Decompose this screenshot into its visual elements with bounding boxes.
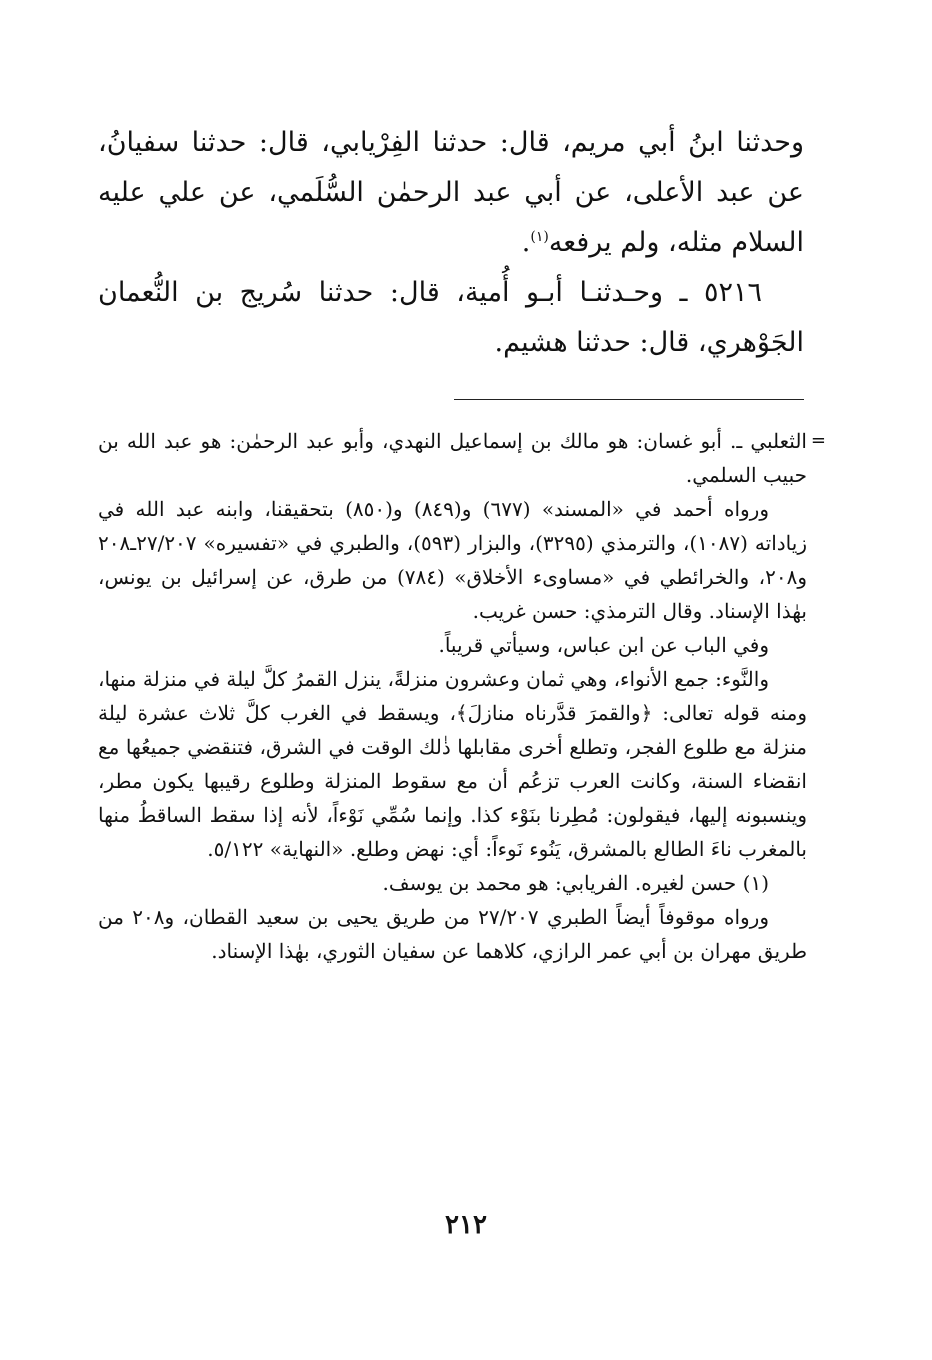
main-paragraph-2: ٥٢١٦ ـ وحـدثنـا أبـو أُمية، قال: حدثنا سُريج بن النُّعمان الجَوْهري، قال: حدثنا هشيم. — [98, 277, 804, 358]
footnote-continuation-mark: = — [810, 430, 826, 451]
footnote-paragraph: ورواه موقوفاً أيضاً الطبري ٢٧/٢٠٧ من طريق يحيى بن سعيد القطان، و٢٠٨ من طريق مهران بن أبي عمر الرازي، كلاهما عن سفيان الثوري، بهٰذا الإسناد. — [98, 905, 807, 963]
footnote-paragraph: والنَّوء: جمع الأنواء، وهي ثمان وعشرون منزلةً، ينزل القمرُ كلَّ ليلة في منزلة منها، ومنه قوله تعالى: ﴿والقمرَ قدَّرناه منازلَ﴾، ويسقط في الغرب كلَّ ثلاث عشرة ليلة منزلة مع طلوع الفجر، وتطلع أخرى مقابلها ذٰلك الوقت في الشرق، فتنقضي جميعُها مع انقضاء السنة، وكانت العرب تزعُم أن مع سقوط المنزلة وطلوع رقيبها يكون مطر، وينسبونه إليها، فيقولون: مُطِرنا بنَوْء كذا. وإنما سُمِّي نَوْءاً، لأنه إذا سقط الساقطُ منها بالمغرب ناءَ الطالع بالمشرق، يَنُوء نَوءاً: أي: نهض وطلع. «النهاية» ٥/١٢٢. — [98, 667, 807, 861]
footnotes — [98, 424, 807, 968]
page-number: ٢١٢ — [445, 1210, 487, 1240]
footnote-reference: (١) — [530, 229, 549, 245]
main-text — [98, 118, 804, 368]
main-paragraph-1 — [98, 118, 804, 268]
main-paragraph-1-trail: . — [521, 227, 531, 258]
footnote-paragraph: (١) حسن لغيره. الفريابي: هو محمد بن يوسف. — [382, 871, 769, 895]
footnote-paragraph: وفي الباب عن ابن عباس، وسيأتي قريباً. — [438, 633, 769, 657]
footnote-divider — [454, 399, 804, 400]
footnote-paragraph: ورواه أحمد في «المسند» (٦٧٧) و(٨٤٩) و(٨٥٠) بتحقيقنا، وابنه عبد الله في زياداته (١٠٨٧)، والترمذي (٣٢٩٥)، والبزار (٥٩٣)، والطبري في «تفسيره» ٢٧/٢٠٧ـ٢٠٨ و٢٠٨، والخرائطي في «مساوىء الأخلاق» (٧٨٤) من طرق، عن إسرائيل بن يونس، بهٰذا الإسناد. وقال الترمذي: حسن غريب. — [98, 497, 807, 623]
footnote-paragraph: الثعلبي ـ. أبو غسان: هو مالك بن إسماعيل النهدي، وأبو عبد الرحمٰن: هو عبد الله بن حبيب السلمي. — [98, 429, 807, 487]
main-paragraph-1-text: وحدثنا ابنُ أبي مريم، قال: حدثنا الفِرْيابي، قال: حدثنا سفيانُ، عن عبد الأعلى، عن أبي عبد الرحمٰن السُّلَمي، عن علي عليه السلام مثله، ولم يرفعه — [98, 127, 804, 258]
